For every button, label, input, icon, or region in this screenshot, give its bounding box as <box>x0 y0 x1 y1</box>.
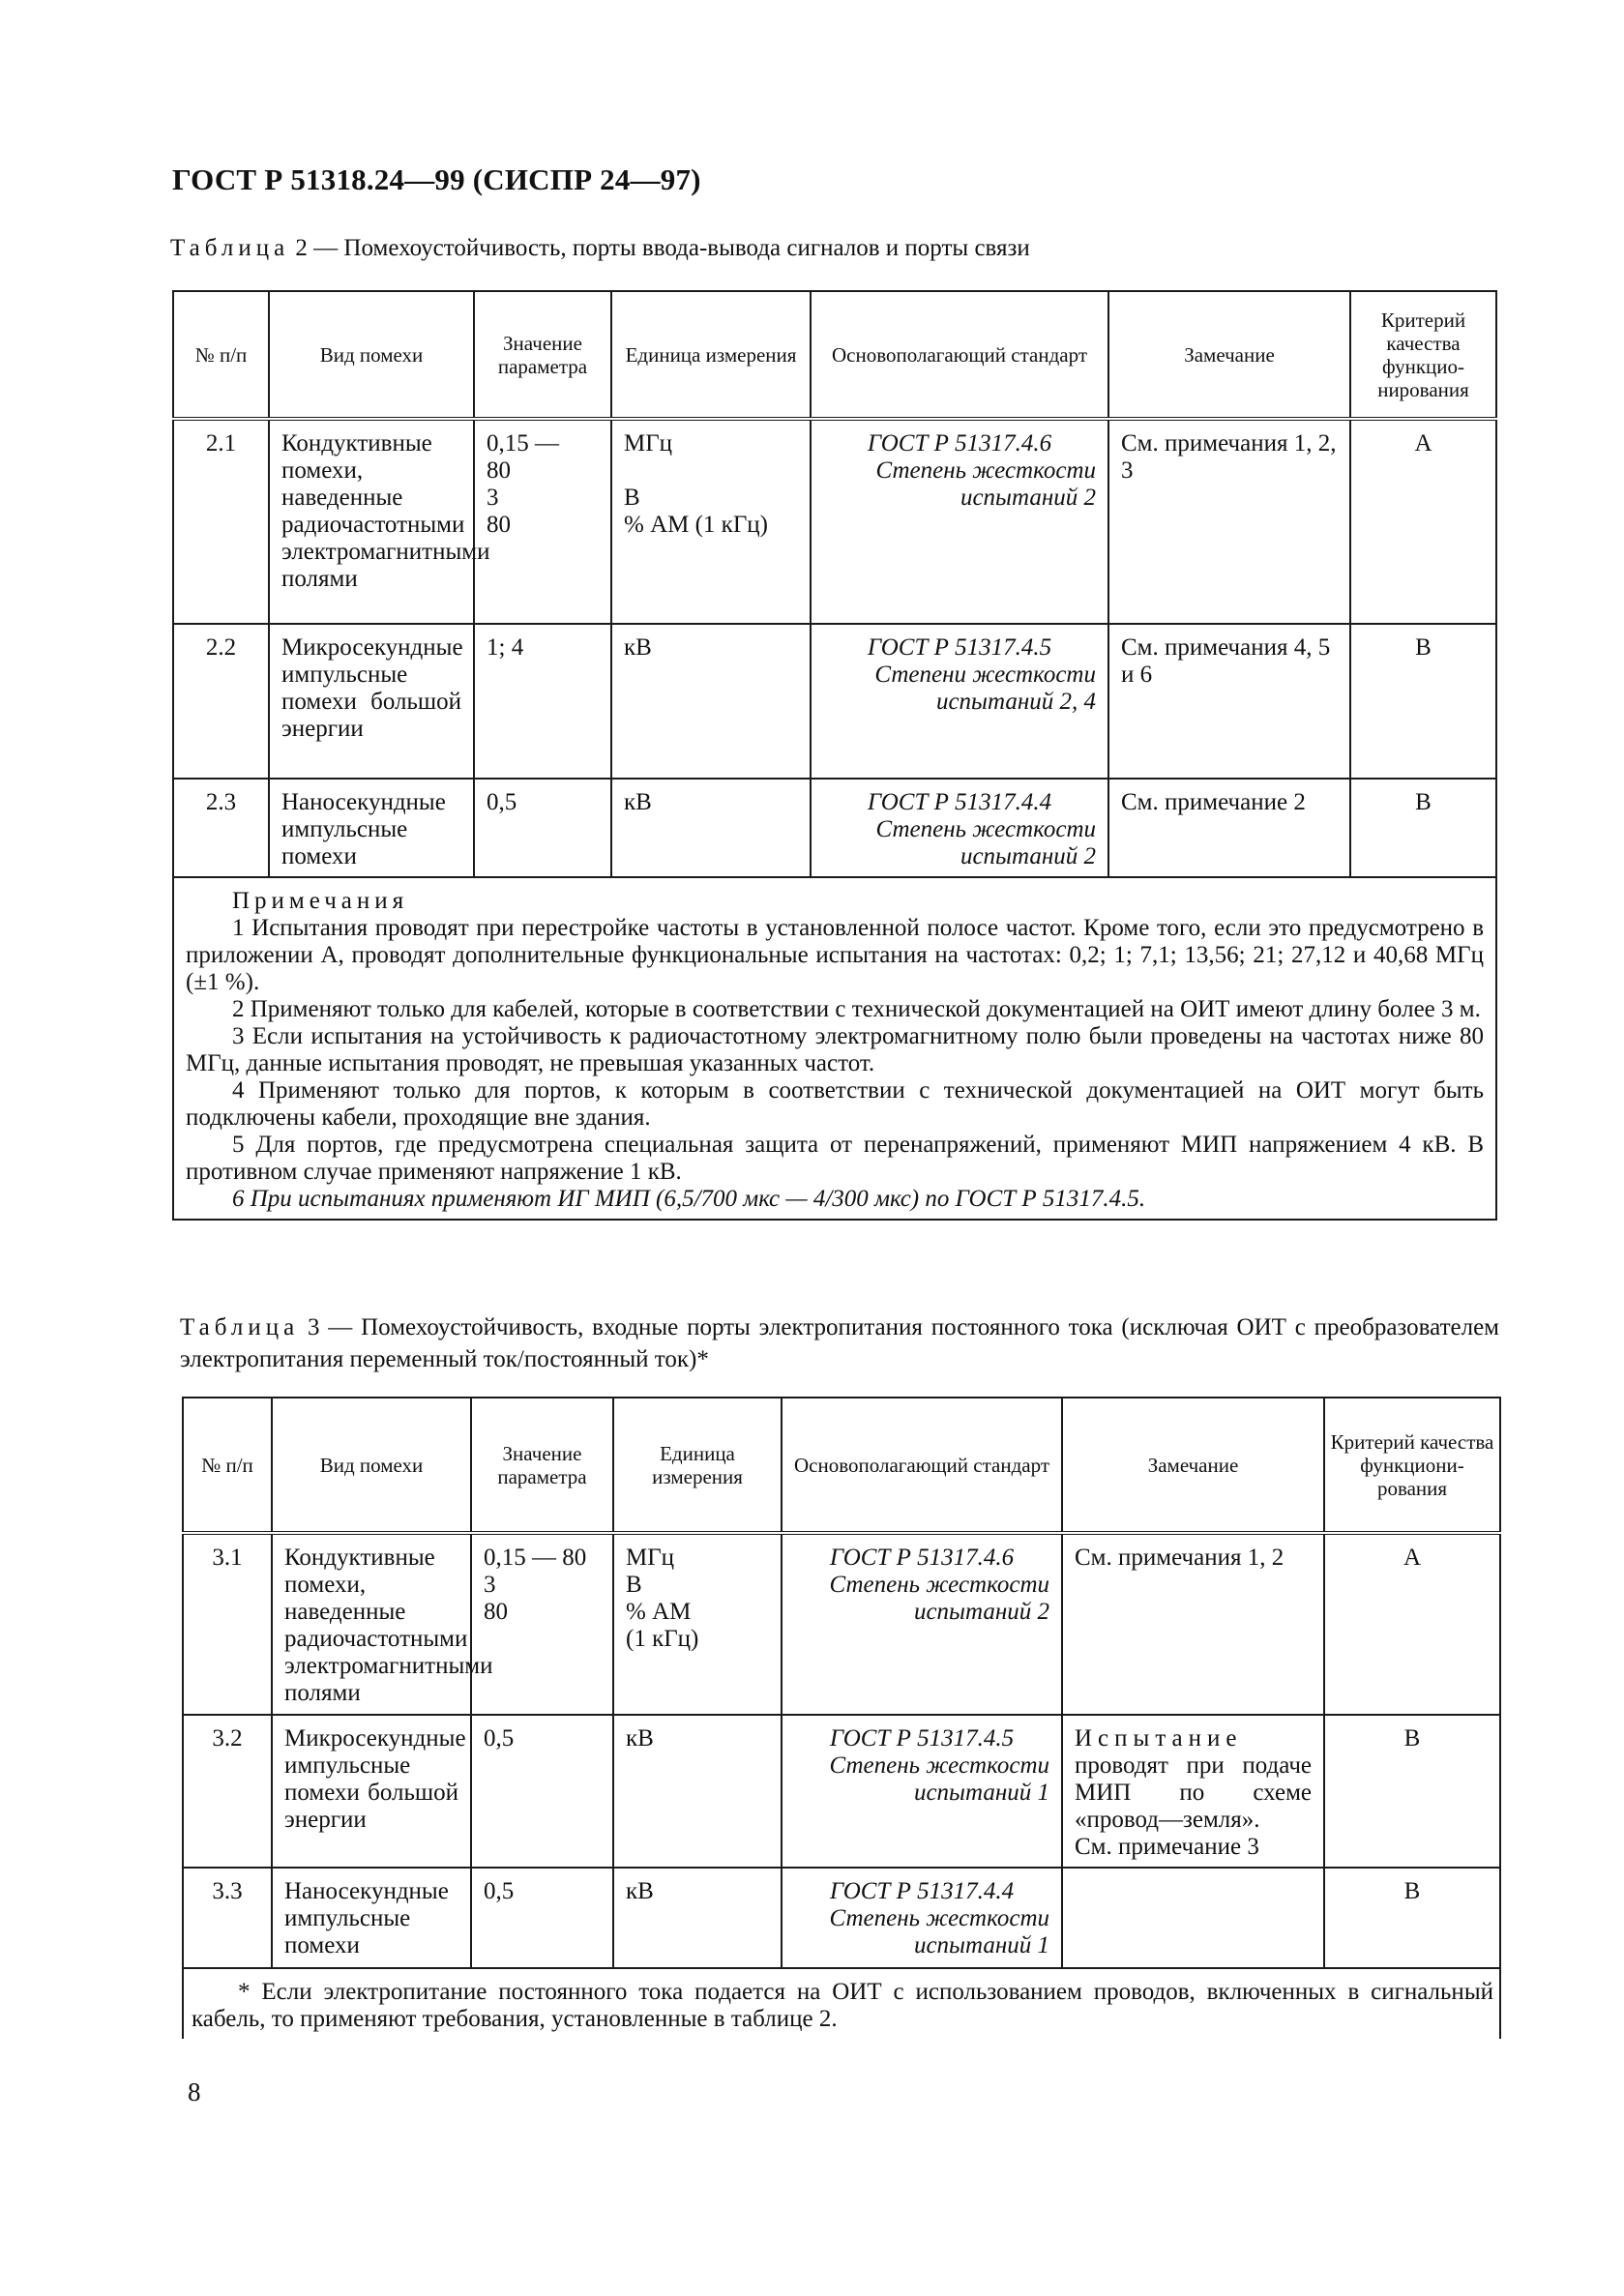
table3 <box>182 1397 1501 2039</box>
table2-col-criterion: Критерий качества функцио-нирования <box>1350 291 1496 419</box>
table3-footnote <box>183 1968 1500 2039</box>
footnote-text: * Если электропитание постоянного тока подается на ОИТ с использованием проводов, включенных в сигнальный кабель, то применяют требования, установленные в таблице 2. <box>192 1979 1493 2032</box>
parameter-value: 0,15 — 80 <box>484 1545 587 1571</box>
table2-col-kind: Вид помехи <box>269 291 474 419</box>
measurement-units <box>613 1533 782 1715</box>
parameter-values <box>474 419 611 624</box>
note-item: 1 Испытания проводят при перестройке частоты в установленной полосе частот. Кроме того, если это предусмотрено в приложении А, проводят дополнительные функциональные испытания на частотах: 0,2; 1; 7,1; 13,56; 21; 27,12 и 40,68 МГц (±1 %). <box>186 915 1484 995</box>
table3-col-standard: Основополагающий стандарт <box>782 1398 1062 1533</box>
table2-col-remark: Замечание <box>1108 291 1350 419</box>
measurement-units <box>611 419 811 624</box>
standard-detail: Степень жесткости испытаний 1 <box>829 1752 1049 1806</box>
table2-notes-row <box>173 877 1496 1220</box>
table2-col-unit: Единица измерения <box>611 291 811 419</box>
note-item: 5 Для портов, где предусмотрена специальная защита от перенапряжений, применяют МИП напряжением 4 кВ. В противном случае применяют напряжение 1 кВ. <box>186 1132 1484 1185</box>
standard-detail: Степень жесткости испытаний 1 <box>829 1905 1049 1958</box>
table3-col-kind: Вид помехи <box>272 1398 471 1533</box>
notes-title: Примечания <box>232 888 409 914</box>
measurement-units <box>613 1715 782 1868</box>
table-row <box>173 624 1496 779</box>
parameter-values <box>471 1533 613 1715</box>
unit-value: % АМ (1 кГц) <box>624 512 768 538</box>
standard-code: ГОСТ Р 51317.4.6 <box>829 1545 1015 1571</box>
standard-detail: Степень жесткости испытаний 2 <box>829 1572 1049 1625</box>
interference-kind: Кондуктивные помехи, наведенные радиочастотными электромагнитными полями <box>269 419 474 624</box>
criterion: В <box>1324 1715 1500 1868</box>
table3-col-value: Значение параметра <box>471 1398 613 1533</box>
parameter-value: 3 <box>487 485 499 511</box>
measurement-units <box>611 624 811 779</box>
standard-code: ГОСТ Р 51317.4.6 <box>867 430 1052 456</box>
table3-caption-text: 3 — Помехоустойчивость, входные порты электропитания постоянного тока (исключая ОИТ с преобразователем электропитания переменный ток/постоянный ток)* <box>180 1314 1499 1372</box>
remark: См. примечание 2 <box>1108 779 1350 877</box>
table3-footnote-row <box>183 1968 1500 2039</box>
remark <box>1062 1715 1324 1868</box>
parameter-value: 0,5 <box>487 789 517 815</box>
base-standard <box>811 624 1108 779</box>
unit-value: (1 кГц) <box>626 1626 699 1652</box>
base-standard <box>782 1533 1062 1715</box>
table2-caption-word: Таблица <box>170 235 290 261</box>
row-number: 2.2 <box>173 624 269 779</box>
remark: См. примечания 4, 5 и 6 <box>1108 624 1350 779</box>
standard-code: ГОСТ Р 51317.4.5 <box>829 1725 1015 1751</box>
row-number: 3.1 <box>183 1533 272 1715</box>
unit-value: кВ <box>624 634 652 661</box>
interference-kind: Кондуктивные помехи, наведенные радиочастотными электромагнитными полями <box>272 1533 471 1715</box>
standard-code: ГОСТ Р 51317.4.4 <box>867 789 1052 815</box>
parameter-value: 80 <box>487 512 511 538</box>
remark-text: проводят при подаче МИП по схеме «провод—земля». <box>1075 1752 1312 1833</box>
table2-caption <box>170 232 1505 264</box>
remark-extra: См. примечание 3 <box>1075 1834 1259 1860</box>
note-item: 2 Применяют только для кабелей, которые в соответствии с технической документацией на ОИТ имеют длину более 3 м. <box>232 996 1481 1022</box>
table2-caption-text: 2 — Помехоустойчивость, порты ввода-вывода сигналов и порты связи <box>289 235 1030 261</box>
standard-code: ГОСТ Р 51317.4.4 <box>829 1878 1015 1904</box>
table3-col-remark: Замечание <box>1062 1398 1324 1533</box>
parameter-value: 80 <box>484 1599 508 1625</box>
unit-value: кВ <box>626 1878 654 1904</box>
parameter-value: 0,5 <box>484 1878 515 1904</box>
document-header: ГОСТ Р 51318.24—99 (СИСПР 24—97) <box>172 162 701 196</box>
table3-caption <box>180 1311 1499 1375</box>
row-number: 2.1 <box>173 419 269 624</box>
table3-caption-word: Таблица <box>180 1314 300 1340</box>
row-number: 3.3 <box>183 1868 272 1968</box>
unit-value: кВ <box>626 1725 654 1751</box>
unit-value: МГц <box>626 1545 675 1571</box>
parameter-values <box>471 1868 613 1968</box>
parameter-value: 0,15 — <box>487 430 559 456</box>
remark <box>1062 1868 1324 1968</box>
parameter-values <box>474 624 611 779</box>
criterion: А <box>1350 419 1496 624</box>
unit-value: % АМ <box>626 1599 692 1625</box>
table-row <box>183 1715 1500 1868</box>
unit-value: кВ <box>624 789 652 815</box>
base-standard <box>782 1715 1062 1868</box>
base-standard <box>811 779 1108 877</box>
interference-kind: Микросекундные импульсные помехи большой энергии <box>272 1715 471 1868</box>
row-number: 2.3 <box>173 779 269 877</box>
interference-kind: Наносекундные импульсные помехи <box>272 1868 471 1968</box>
remark: См. примечания 1, 2 <box>1062 1533 1324 1715</box>
table2-header-row <box>173 291 1496 419</box>
table3-col-criterion: Критерий качества функциони-рования <box>1324 1398 1500 1533</box>
remark: См. примечания 1, 2, 3 <box>1108 419 1350 624</box>
parameter-values <box>471 1715 613 1868</box>
page-number: 8 <box>188 2077 201 2106</box>
parameter-value: 3 <box>484 1572 496 1598</box>
unit-value: В <box>624 485 640 511</box>
measurement-units <box>613 1868 782 1968</box>
base-standard <box>811 419 1108 624</box>
parameter-value: 80 <box>487 457 511 484</box>
remark-word: Испытание <box>1075 1725 1243 1751</box>
interference-kind: Микросекундные импульсные помехи большой энергии <box>269 624 474 779</box>
base-standard <box>782 1868 1062 1968</box>
standard-detail: Степени жесткости испытаний 2, 4 <box>874 662 1096 715</box>
note-item-italic: 6 При испытаниях применяют ИГ МИП (6,5/700 мкс — 4/300 мкс) по ГОСТ Р 51317.4.5. <box>232 1186 1146 1212</box>
note-item: 4 Применяют только для портов, к которым в соответствии с технической документацией на ОИТ могут быть подключены кабели, проходящие вне здания. <box>186 1077 1484 1131</box>
unit-value: В <box>626 1572 642 1598</box>
table2-col-value: Значение параметра <box>474 291 611 419</box>
criterion: А <box>1324 1533 1500 1715</box>
measurement-units <box>611 779 811 877</box>
table2-col-number: № п/п <box>173 291 269 419</box>
parameter-value: 0,5 <box>484 1725 515 1751</box>
table3-col-number: № п/п <box>183 1398 272 1533</box>
criterion: В <box>1350 624 1496 779</box>
standard-detail: Степень жесткости испытаний 2 <box>875 816 1096 869</box>
parameter-values <box>474 779 611 877</box>
table3-col-unit: Единица измерения <box>613 1398 782 1533</box>
note-item: 3 Если испытания на устойчивость к радиочастотному электромагнитному полю были проведены на частотах ниже 80 МГц, данные испытания проводят, не превышая указанных частот. <box>186 1023 1484 1076</box>
parameter-value: 1; 4 <box>487 634 524 661</box>
criterion: В <box>1324 1868 1500 1968</box>
table3-header-row <box>183 1398 1500 1533</box>
standard-detail: Степень жесткости испытаний 2 <box>875 457 1096 511</box>
table2-notes <box>173 877 1496 1220</box>
criterion: В <box>1350 779 1496 877</box>
table-row <box>183 1533 1500 1715</box>
row-number: 3.2 <box>183 1715 272 1868</box>
table-row <box>183 1868 1500 1968</box>
table-row <box>173 419 1496 624</box>
table-row <box>173 779 1496 877</box>
unit-value <box>624 457 798 485</box>
table2-col-standard: Основополагающий стандарт <box>811 291 1108 419</box>
unit-value: МГц <box>624 430 673 456</box>
table2 <box>172 290 1497 1221</box>
interference-kind: Наносекундные импульсные помехи <box>269 779 474 877</box>
standard-code: ГОСТ Р 51317.4.5 <box>867 634 1052 661</box>
